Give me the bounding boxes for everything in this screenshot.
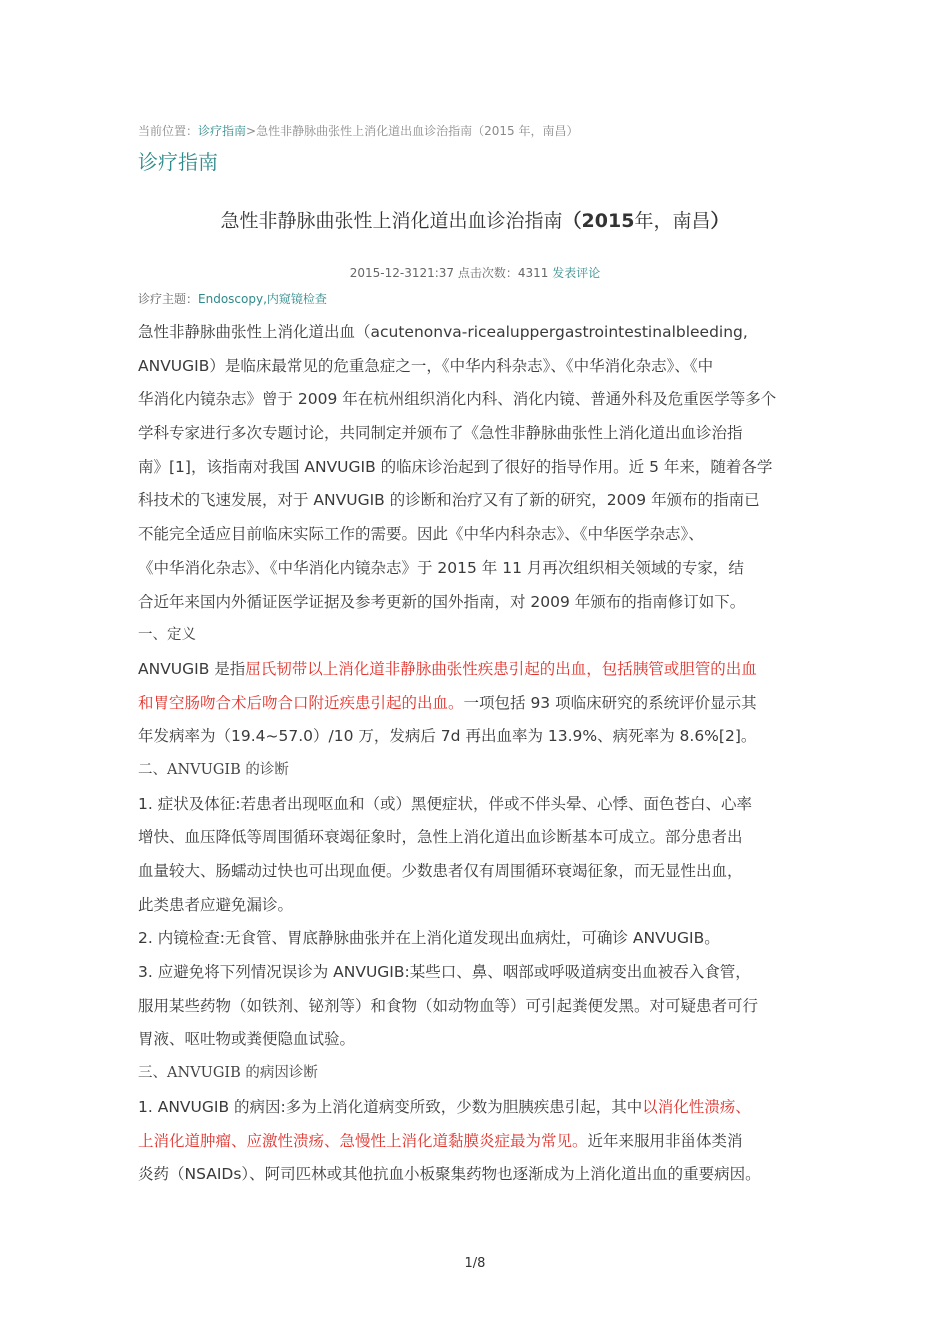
body-text-segment: ANVUGIB）是临床最常见的危重急症之一，《中华内科杂志》、《中华消化杂志》、《中 — [138, 356, 714, 375]
title-paren-open: （ — [562, 210, 582, 232]
body-line — [138, 350, 820, 384]
clicks-count: 4311 — [517, 266, 549, 280]
topic-link[interactable]: Endoscopy,内窥镜检查 — [198, 292, 327, 306]
body-text-segment: 服用某些药物（如铁剂、铋剂等）和食物（如动物血等）可引起粪便发黑。对可疑患者可行 — [138, 996, 759, 1015]
title-year: 2015 — [581, 210, 635, 232]
body-line — [138, 1158, 820, 1192]
body-line — [138, 451, 820, 485]
body-line — [138, 956, 820, 990]
publish-datetime: 2015-12-3121:37 — [349, 266, 455, 280]
body-line — [138, 687, 820, 721]
page-title — [0, 206, 950, 233]
body-line — [138, 417, 820, 451]
clicks-label: 点击次数： — [454, 266, 518, 280]
body-line — [138, 990, 820, 1024]
highlighted-text: 以消化性溃疡、 — [642, 1097, 751, 1116]
title-paren-close: ） — [710, 210, 730, 232]
body-text-segment: 华消化内镜杂志》曾于 2009 年在杭州组织消化内科、消化内镜、普通外科及危重医学等多个 — [138, 390, 777, 409]
body-text-segment: 《中华消化杂志》、《中华消化内镜杂志》于 2015 年 11 月再次组织相关领域的专家，结 — [138, 558, 744, 577]
body-text-segment: 学科专家进行多次专题讨论，共同制定并颁布了《急性非静脉曲张性上消化道出血诊治指 — [138, 424, 743, 443]
title-suffix: 年，南昌 — [634, 210, 711, 232]
body-text-segment: 此类患者应避免漏诊。 — [138, 895, 294, 914]
body-text-segment: 合近年来国内外循证医学证据及参考更新的国外指南，对 2009 年颁布的指南修订如下。 — [138, 592, 746, 611]
body-line — [138, 720, 820, 754]
body-text-segment: ANVUGIB 是指 — [138, 659, 246, 678]
body-text-segment: 1. ANVUGIB 的病因:多为上消化道病变所致，少数为胆胰疾患引起，其中 — [138, 1097, 643, 1116]
body-text-segment: 年发病率为（19.4~57.0）/10 万，发病后 7d 再出血率为 13.9%、病死率为 8.6%[2]。 — [138, 727, 757, 746]
body-text-segment: 南》[1]，该指南对我国 ANVUGIB 的临床诊治起到了很好的指导作用。近 5 年来，随着各学 — [138, 457, 773, 476]
body-line — [138, 552, 820, 586]
body-text-segment: 近年来服用非甾体类消 — [587, 1131, 743, 1150]
body-text-segment: 三、ANVUGIB 的病因诊断 — [138, 1065, 318, 1082]
page-number: 1/8 — [464, 1256, 486, 1271]
body-text-segment: 增快、血压降低等周围循环衰竭征象时，急性上消化道出血诊断基本可成立。部分患者出 — [138, 828, 743, 847]
comment-link[interactable]: 发表评论 — [548, 266, 601, 280]
body-text-segment: 2. 内镜检查:无食管、胃底静脉曲张并在上消化道发现出血病灶，可确诊 ANVUGIB。 — [138, 929, 720, 948]
section-title: 诊疗指南 — [138, 150, 218, 174]
body-line — [138, 1091, 820, 1125]
body-text-segment: 1. 症状及体征:若患者出现呕血和（或）黑便症状，伴或不伴头晕、心悸、面色苍白、心率 — [138, 794, 752, 813]
body-text-segment: 一、定义 — [138, 627, 196, 644]
body-text-segment: 急性非静脉曲张性上消化道出血（acutenonva-ricealuppergastrointestinalbleeding, — [138, 323, 748, 341]
body-line — [138, 922, 820, 956]
breadcrumb-link-guidelines[interactable]: 诊疗指南 — [198, 124, 247, 138]
breadcrumb — [138, 122, 578, 139]
section-heading — [138, 619, 820, 653]
body-text-segment: 3. 应避免将下列情况误诊为 ANVUGIB:某些口、鼻、咽部或呼吸道病变出血被吞入食管， — [138, 963, 751, 982]
body-line — [138, 821, 820, 855]
body-line — [138, 855, 820, 889]
article-body — [138, 316, 820, 1192]
title-main: 急性非静脉曲张性上消化道出血诊治指南 — [220, 210, 563, 232]
highlighted-text: 和胃空肠吻合术后吻合口附近疾患引起的出血。 — [138, 693, 464, 712]
body-line — [138, 1023, 820, 1057]
article-meta — [0, 264, 950, 281]
section-heading — [138, 754, 820, 788]
body-line — [138, 316, 820, 350]
body-text-segment: 血量较大、肠蠕动过快也可出现血便。少数患者仅有周围循环衰竭征象，而无显性出血， — [138, 862, 743, 880]
body-line — [138, 383, 820, 417]
topic-label: 诊疗主题： — [138, 292, 199, 306]
article-topic — [138, 290, 327, 307]
body-text-segment: 胃液、呕吐物或粪便隐血试验。 — [138, 1030, 356, 1049]
body-line — [138, 788, 820, 822]
body-text-segment: 不能完全适应目前临床实际工作的需要。因此《中华内科杂志》、《中华医学杂志》、 — [138, 525, 704, 544]
highlighted-text: 屈氏韧带以上消化道非静脉曲张性疾患引起的出血，包括胰管或胆管的出血 — [245, 659, 757, 678]
body-line — [138, 518, 820, 552]
breadcrumb-prefix: 当前位置： — [138, 124, 199, 138]
body-line — [138, 889, 820, 923]
body-text-segment: 炎药（NSAIDs）、阿司匹林或其他抗血小板聚集药物也逐渐成为上消化道出血的重要病因。 — [138, 1165, 761, 1184]
breadcrumb-current: >急性非静脉曲张性上消化道出血诊治指南（2015 年，南昌） — [246, 124, 579, 138]
section-heading — [138, 1057, 820, 1091]
body-line — [138, 484, 820, 518]
body-line — [138, 653, 820, 687]
body-line — [138, 1125, 820, 1159]
body-text-segment: 二、ANVUGIB 的诊断 — [138, 761, 289, 778]
body-line — [138, 586, 820, 620]
body-text-segment: 科技术的飞速发展，对于 ANVUGIB 的诊断和治疗又有了新的研究，2009 年颁布的指南已 — [138, 491, 760, 510]
body-text-segment: 一项包括 93 项临床研究的系统评价显示其 — [463, 693, 757, 712]
highlighted-text: 上消化道肿瘤、应激性溃疡、急慢性上消化道黏膜炎症最为常见。 — [138, 1131, 588, 1150]
